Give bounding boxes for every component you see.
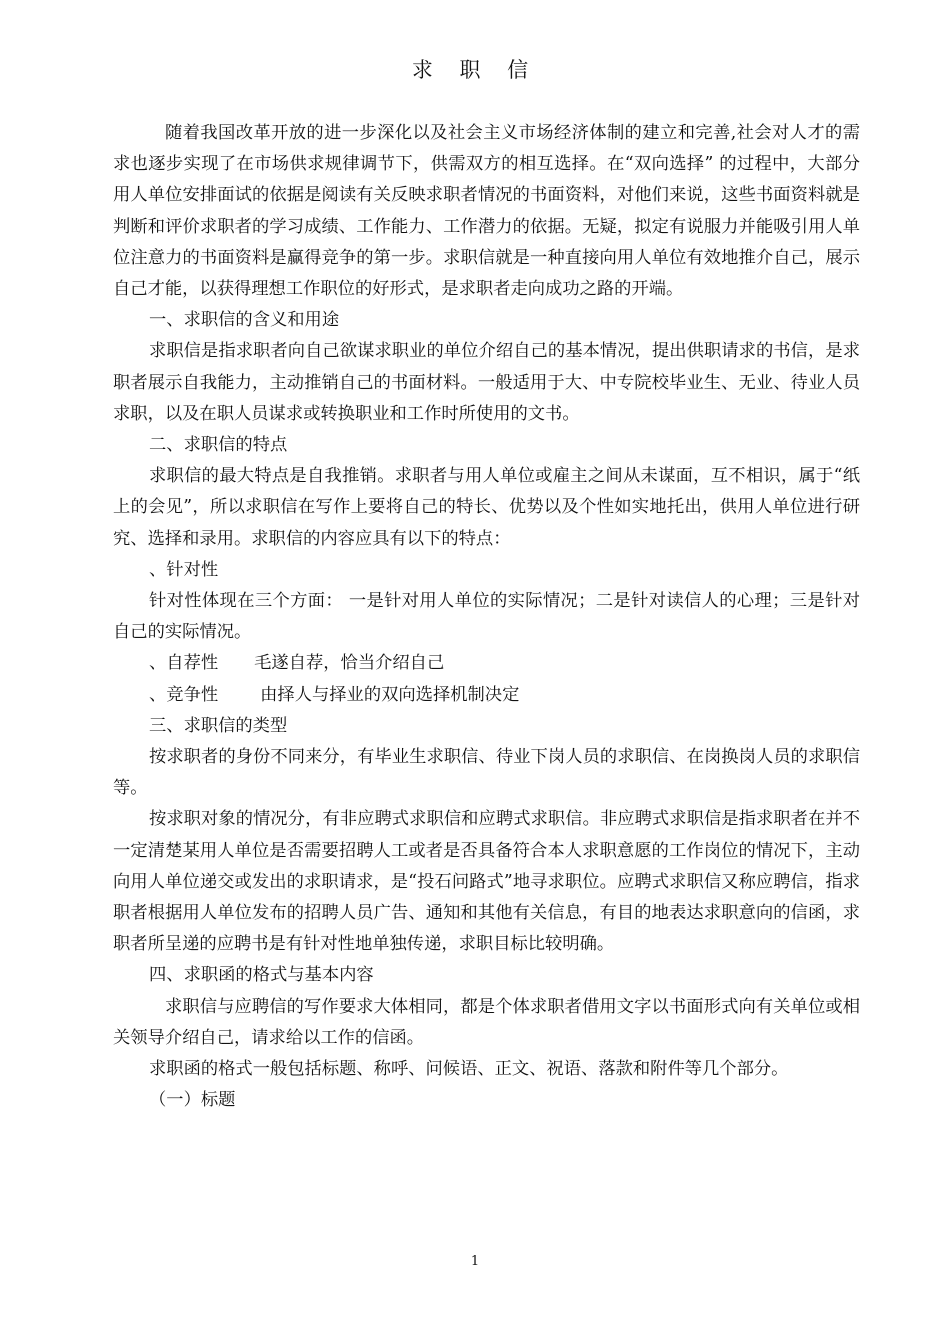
section-heading-4: 四、求职函的格式与基本内容 — [149, 965, 374, 986]
feature-targeting-heading: 、针对性 — [149, 559, 219, 580]
trait-desc: 由择人与择业的双向选择机制决定 — [260, 684, 520, 705]
page-number: 1 — [470, 1254, 480, 1269]
trait-name: 、自荐性 — [149, 653, 219, 674]
trait-desc: 毛遂自荐，恰当介绍自己 — [254, 653, 445, 674]
document-title: 求 职 信 — [411, 58, 539, 82]
intro-paragraph: 随着我国改革开放的进一步深化以及社会主义市场经济体制的建立和完善,社会对人才的需求也逐步实现了在市场供求规律调节下，供需双方的相互选择。在“双向选择” 的过程中，大部分用人单位安排面试的依据是阅读有关反映求职者情况的书面资料，对他们来说，这些书面资料就是判断和评价求职者的学习成绩、工作能力、工作潜力的依据。无疑，拟定有说服力并能吸引用人单位注意力的书面资料是赢得竞争的第一步。求职信就是一种直接向用人单位有效地推介自己，展示自己才能，以获得理想工作职位的好形式，是求职者走向成功之路的开端。 — [113, 123, 860, 300]
document-body — [113, 118, 860, 1117]
trait-name: 、竞争性 — [149, 684, 219, 705]
paragraph-format-parts: 求职函的格式一般包括标题、称呼、问候语、正文、祝语、落款和附件等几个部分。 — [149, 1059, 789, 1080]
section-heading-1: 一、求职信的含义和用途 — [149, 310, 340, 331]
section-heading-3: 三、求职信的类型 — [149, 715, 288, 736]
section-heading-2: 二、求职信的特点 — [149, 435, 288, 456]
paragraph-format-intro: 求职信与应聘信的写作要求大体相同，都是个体求职者借用文字以书面形式向有关单位或相关领导介绍自己，请求给以工作的信函。 — [113, 996, 860, 1048]
paragraph-types-target: 按求职对象的情况分，有非应聘式求职信和应聘式求职信。非应聘式求职信是指求职者在并不一定清楚某用人单位是否需要招聘人工或者是否具备符合本人求职意愿的工作岗位的情况下，主动向用人单位递交或发出的求职请求，是“投石问路式”地寻求职位。应聘式求职信又称应聘信，指求职者根据用人单位发布的招聘人员广告、通知和其他有关信息，有目的地表达求职意向的信函，求职者所呈递的应聘书是有针对性地单独传递，求职目标比较明确。 — [113, 809, 860, 955]
paragraph-types-identity: 按求职者的身份不同来分，有毕业生求职信、待业下岗人员的求职信、在岗换岗人员的求职信等。 — [113, 747, 860, 799]
paragraph-definition: 求职信是指求职者向自己欲谋求职业的单位介绍自己的基本情况，提出供职请求的书信，是求职者展示自我能力，主动推销自己的书面材料。一般适用于大、中专院校毕业生、无业、待业人员求职，以及在职人员谋求或转换职业和工作时所使用的文书。 — [113, 341, 860, 424]
subsection-heading-title: （一）标题 — [149, 1090, 236, 1111]
feature-competitive — [113, 680, 860, 711]
feature-self-recommend — [113, 648, 860, 679]
paragraph-features: 求职信的最大特点是自我推销。求职者与用人单位或雇主之间从未谋面，互不相识，属于“纸上的会见”，所以求职信在写作上要将自己的特长、优势以及个性如实地托出，供用人单位进行研究、选择和录用。求职信的内容应具有以下的特点： — [113, 466, 860, 549]
paragraph-targeting: 针对性体现在三个方面： 一是针对用人单位的实际情况；二是针对读信人的心理；三是针对自己的实际情况。 — [113, 591, 860, 643]
